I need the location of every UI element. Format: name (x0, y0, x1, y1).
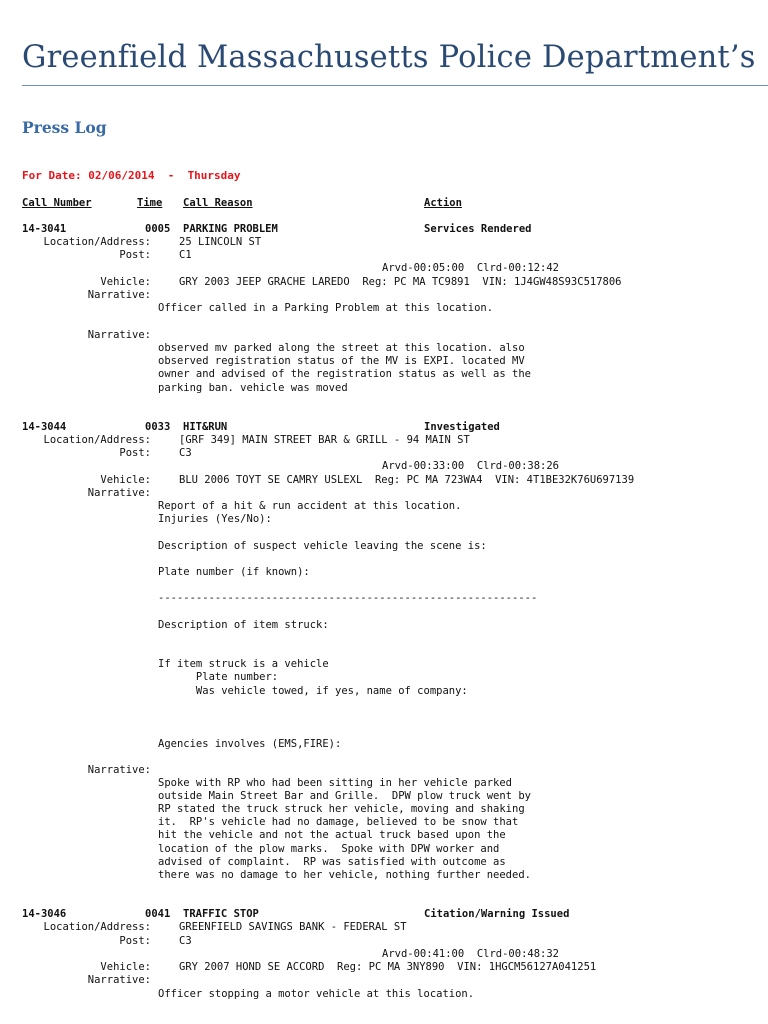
section-heading: Press Log (22, 118, 107, 137)
page-title: Greenfield Massachusetts Police Department’s (22, 40, 756, 75)
call-action: Services Rendered (424, 223, 532, 235)
narrative-text: parking ban. vehicle was moved (158, 382, 348, 394)
location-value: GREENFIELD SAVINGS BANK - FEDERAL ST (179, 921, 407, 933)
vehicle-label: Vehicle: (100, 474, 151, 486)
column-header-call-number: Call Number (22, 197, 92, 209)
arrived-cleared-times: Arvd-00:41:00 Clrd-00:48:32 (382, 948, 560, 960)
location-label: Location/Address: (43, 434, 151, 446)
vehicle-label: Vehicle: (100, 961, 151, 973)
title-divider (22, 85, 768, 86)
vehicle-value: BLU 2006 TOYT SE CAMRY USLEXL Reg: PC MA 723WA4 VIN: 4T1BE32K76U697139 (179, 474, 635, 486)
narrative-text: Plate number (if known): (158, 566, 310, 578)
location-value: [GRF 349] MAIN STREET BAR & GRILL - 94 MAIN ST (179, 434, 470, 446)
call-action: Citation/Warning Issued (424, 908, 570, 920)
call-time: 0005 (145, 223, 171, 235)
narrative-text: Officer stopping a motor vehicle at this location. (158, 988, 475, 1000)
narrative-text: it. RP's vehicle had no damage, believed to be snow that (158, 816, 519, 828)
post-value: C1 (179, 249, 192, 261)
call-reason: TRAFFIC STOP (183, 908, 259, 920)
call-number: 14-3046 (22, 908, 67, 920)
call-time: 0033 (145, 421, 171, 433)
narrative-text: Plate number: (158, 671, 279, 683)
arrived-cleared-times: Arvd-00:05:00 Clrd-00:12:42 (382, 262, 560, 274)
narrative-label: Narrative: (87, 487, 151, 499)
narrative-label: Narrative: (87, 289, 151, 301)
narrative-text: owner and advised of the registration status as well as the (158, 368, 531, 380)
narrative-text: Agencies involves (EMS,FIRE): (158, 738, 342, 750)
column-header-call-reason: Call Reason (183, 197, 253, 209)
call-action: Investigated (424, 421, 500, 433)
narrative-text: If item struck is a vehicle (158, 658, 329, 670)
narrative-text: Was vehicle towed, if yes, name of company: (158, 685, 468, 697)
narrative-text: Spoke with RP who had been sitting in her vehicle parked (158, 777, 513, 789)
column-header-action: Action (424, 197, 462, 209)
post-label: Post: (119, 447, 151, 459)
narrative-label: Narrative: (87, 329, 151, 341)
narrative-label: Narrative: (87, 764, 151, 776)
call-reason: HIT&RUN (183, 421, 228, 433)
narrative-text: advised of complaint. RP was satisfied with outcome as (158, 856, 506, 868)
narrative-text: Injuries (Yes/No): (158, 513, 272, 525)
post-label: Post: (119, 249, 151, 261)
call-time: 0041 (145, 908, 171, 920)
narrative-label: Narrative: (87, 974, 151, 986)
narrative-text: hit the vehicle and not the actual truck based upon the (158, 829, 506, 841)
vehicle-value: GRY 2003 JEEP GRACHE LAREDO Reg: PC MA TC9891 VIN: 1J4GW48S93C517806 (179, 276, 622, 288)
narrative-text: there was no damage to her vehicle, nothing further needed. (158, 869, 531, 881)
narrative-divider: ------------------------------------------------------------ (158, 592, 538, 604)
location-value: 25 LINCOLN ST (179, 236, 262, 248)
narrative-text: RP stated the truck struck her vehicle, moving and shaking (158, 803, 525, 815)
arrived-cleared-times: Arvd-00:33:00 Clrd-00:38:26 (382, 460, 560, 472)
column-header-time: Time (137, 197, 163, 209)
post-label: Post: (119, 935, 151, 947)
call-reason: PARKING PROBLEM (183, 223, 278, 235)
post-value: C3 (179, 935, 192, 947)
call-number: 14-3044 (22, 421, 67, 433)
location-label: Location/Address: (43, 236, 151, 248)
narrative-text: Report of a hit & run accident at this location. (158, 500, 462, 512)
location-label: Location/Address: (43, 921, 151, 933)
vehicle-value: GRY 2007 HOND SE ACCORD Reg: PC MA 3NY890 VIN: 1HGCM56127A041251 (179, 961, 597, 973)
narrative-text: outside Main Street Bar and Grille. DPW plow truck went by (158, 790, 531, 802)
narrative-text: Officer called in a Parking Problem at this location. (158, 302, 494, 314)
call-number: 14-3041 (22, 223, 67, 235)
narrative-text: Description of suspect vehicle leaving the scene is: (158, 540, 487, 552)
vehicle-label: Vehicle: (100, 276, 151, 288)
narrative-text: Description of item struck: (158, 619, 329, 631)
for-date: For Date: 02/06/2014 - Thursday (22, 169, 241, 182)
narrative-text: observed registration status of the MV is EXPI. located MV (158, 355, 525, 367)
narrative-text: location of the plow marks. Spoke with DPW worker and (158, 843, 500, 855)
post-value: C3 (179, 447, 192, 459)
narrative-text: observed mv parked along the street at this location. also (158, 342, 525, 354)
